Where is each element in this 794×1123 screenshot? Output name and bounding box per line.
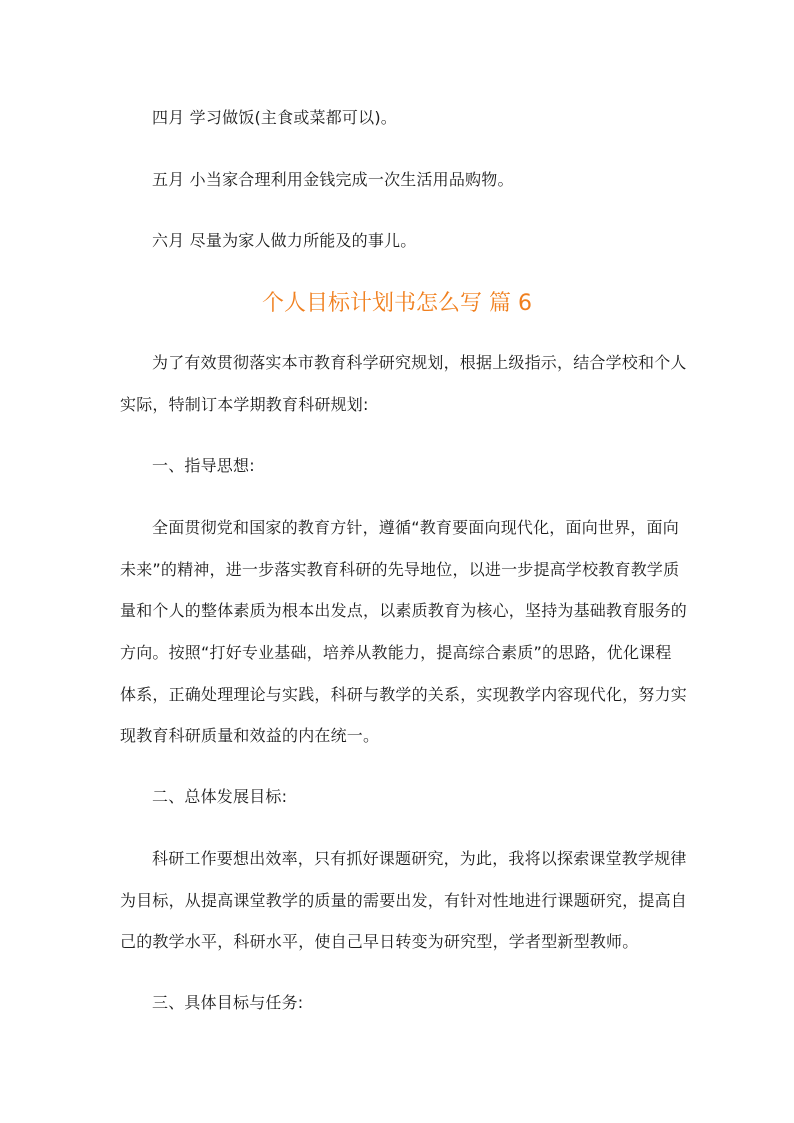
section1-title: 一、指导思想: — [152, 456, 255, 475]
section3-title: 三、具体目标与任务: — [152, 993, 304, 1012]
intro-line-2: 实际，特制订本学期教育科研规划: — [120, 395, 369, 414]
line-june: 六月 尽量为家人做力所能及的事儿。 — [152, 231, 417, 250]
section1-line-3: 量和个人的整体素质为根本出发点，以素质教育为核心，坚持为基础教育服务的 — [120, 601, 688, 620]
intro-line-1: 为了有效贯彻落实本市教育科学研究规划，根据上级指示，结合学校和个人 — [152, 353, 687, 372]
section-heading: 个人目标计划书怎么写 篇 6 — [262, 291, 532, 316]
section1-line-6: 现教育科研质量和效益的内在统一。 — [120, 726, 380, 745]
section2-line-1: 科研工作要想出效率，只有抓好课题研究，为此，我将以探索课堂教学规律 — [152, 849, 687, 868]
section2-title: 二、总体发展目标: — [152, 787, 288, 806]
section2-line-3: 己的教学水平，科研水平，使自己早日转变为研究型，学者型新型教师。 — [120, 932, 639, 951]
line-may: 五月 小当家合理利用金钱完成一次生活用品购物。 — [152, 170, 514, 189]
section1-line-2: 未来”的精神，进一步落实教育科研的先导地位，以进一步提高学校教育教学质 — [120, 560, 680, 579]
line-april: 四月 学习做饭(主食或菜都可以)。 — [152, 108, 397, 127]
section1-line-1: 全面贯彻党和国家的教育方针，遵循“教育要面向现代化，面向世界，面向 — [152, 518, 679, 537]
section1-line-4: 方向。按照“打好专业基础，培养从教能力，提高综合素质”的思路，优化课程 — [120, 643, 672, 662]
section1-line-5: 体系，正确处理理论与实践，科研与教学的关系，实现教学内容现代化，努力实 — [120, 685, 688, 704]
section2-line-2: 为目标，从提高课堂教学的质量的需要出发，有针对性地进行课题研究，提高自 — [120, 891, 688, 910]
